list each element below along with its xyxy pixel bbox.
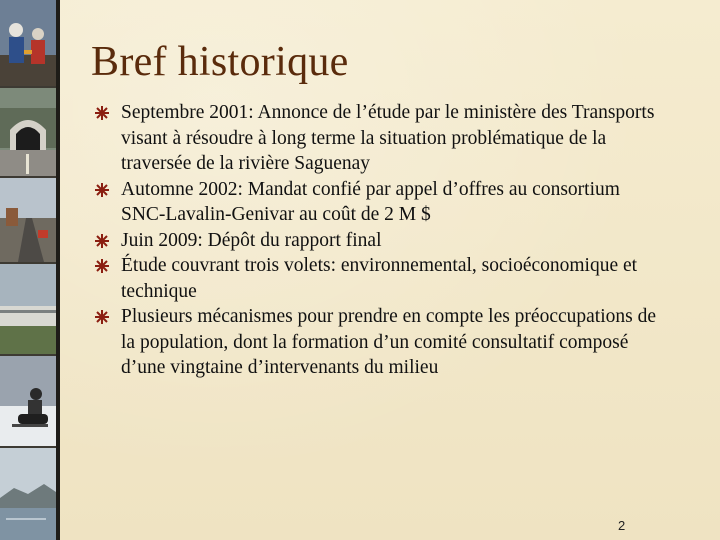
fjord-photo [0,448,56,540]
bullet-item [91,304,661,381]
bullet-text: Étude couvrant trois volets: environnemental, socioéconomique et technique [121,255,638,302]
star-bullet-icon [95,183,109,197]
bullet-text: Septembre 2001: Annonce de l’étude par le ministère des Transports visant à résoudre à long terme la situation problématique de la traversée de la rivière Saguenay [121,102,655,174]
star-bullet-icon [95,259,109,273]
bullet-list [91,100,661,381]
page-number: 2 [618,518,626,533]
slide-title: Bref historique [91,39,349,85]
hangar-photo [0,264,56,354]
workers-photo [0,0,56,86]
strip-divider [56,0,60,540]
star-bullet-icon [95,106,109,120]
road-photo [0,178,56,262]
snowmobile-photo [0,356,56,446]
bullet-item [91,177,661,228]
photo-strip [0,0,56,540]
bullet-item [91,100,661,177]
bullet-text: Juin 2009: Dépôt du rapport final [121,229,382,251]
tunnel-photo [0,88,56,176]
star-bullet-icon [95,234,109,248]
bullet-text: Plusieurs mécanismes pour prendre en compte les préoccupations de la population, dont la formation d’un comité consultatif composé d’une vingtaine d’intervenants du milieu [121,306,657,378]
bullet-text: Automne 2002: Mandat confié par appel d’offres au consortium SNC-Lavalin-Genivar au coût de 2 M $ [121,178,620,225]
bullet-item [91,228,661,254]
star-bullet-icon [95,310,109,324]
bullet-item [91,253,661,304]
